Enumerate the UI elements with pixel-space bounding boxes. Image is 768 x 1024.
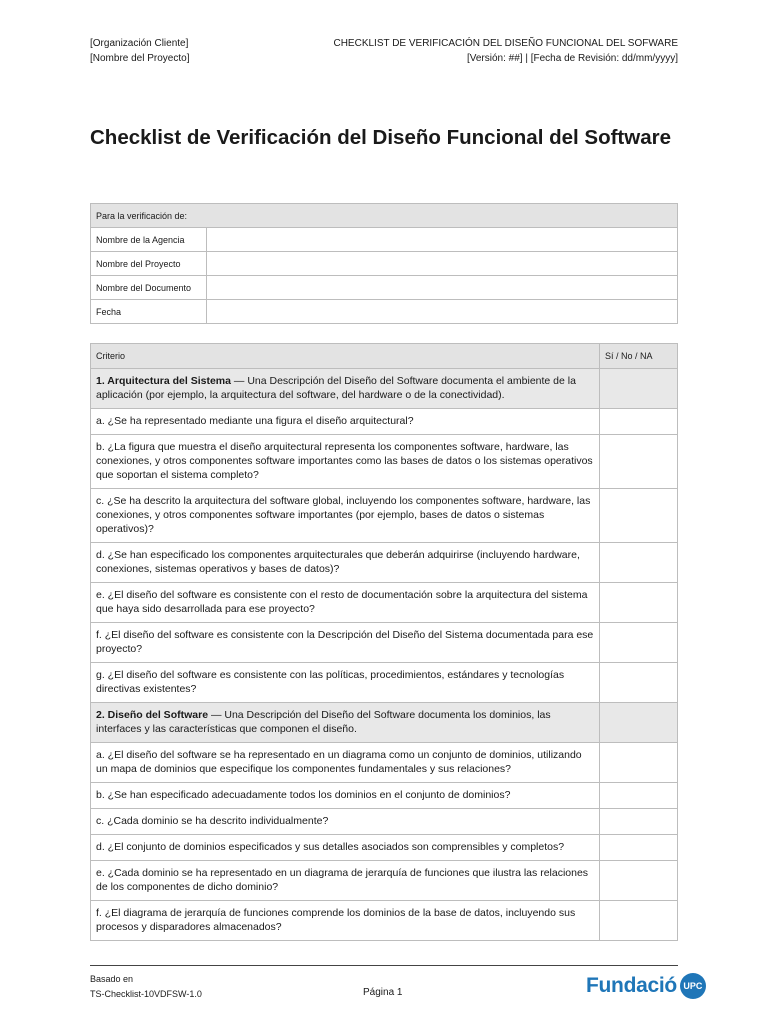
answer-cell[interactable] — [600, 809, 678, 835]
section-answer-cell — [600, 369, 678, 409]
criterion-text: e. ¿Cada dominio se ha representado en un diagrama de jerarquía de funciones que ilustra las relaciones de los componentes de dicho dominio? — [91, 861, 600, 901]
page-number: Página 1 — [363, 987, 403, 998]
answer-cell[interactable] — [600, 435, 678, 489]
criterion-text: b. ¿La figura que muestra el diseño arquitectural representa los componentes software, hardware, las conexiones, y otros componentes software importantes como las bases de datos o los sistemas operativos que soportan el sistema completo? — [91, 435, 600, 489]
section-description: — Una Descripción del Diseño del Software documenta el ambiente de la aplicación (por ejemplo, la arquitectura del software, del hardware o de la conectividad). — [96, 375, 576, 401]
criterion-text: c. ¿Se ha descrito la arquitectura del software global, incluyendo los componentes software, hardware, las conexiones, y otros componentes software importantes (por ejemplo, bases de datos o sistemas operativos)? — [91, 489, 600, 543]
answer-cell[interactable] — [600, 543, 678, 583]
criterion-text: b. ¿Se han especificado adecuadamente todos los dominios en el conjunto de dominios? — [91, 783, 600, 809]
verification-value-field[interactable] — [207, 252, 678, 276]
column-header-criterio: Criterio — [91, 344, 600, 369]
verification-table — [90, 203, 678, 324]
verification-value-field[interactable] — [207, 300, 678, 324]
document-id: TS-Checklist-10VDFSW-1.0 — [90, 989, 202, 999]
verification-label: Nombre de la Agencia — [91, 228, 207, 252]
section-name: 1. Arquitectura del Sistema — [96, 375, 231, 387]
upc-badge-icon: UPC — [680, 973, 706, 999]
criterion-text: e. ¿El diseño del software es consistente con el resto de documentación sobre la arquitectura del sistema que haya sido desarrollada para ese proyecto? — [91, 583, 600, 623]
answer-cell[interactable] — [600, 583, 678, 623]
verification-value-field[interactable] — [207, 228, 678, 252]
answer-cell[interactable] — [600, 623, 678, 663]
fundacio-upc-logo — [586, 973, 706, 999]
column-header-answer: Sí / No / NA — [600, 344, 678, 369]
section-description: — Una Descripción del Diseño del Software documenta los dominios, las interfaces y las características que componen el diseño. — [96, 709, 551, 735]
criterion-text: f. ¿El diagrama de jerarquía de funciones comprende los dominios de la base de datos, incluyendo sus procesos y disparadores almacenados? — [91, 901, 600, 941]
version-info: [Versión: ##] | [Fecha de Revisión: dd/mm/yyyy] — [466, 53, 678, 64]
verification-label: Fecha — [91, 300, 207, 324]
section-header — [91, 369, 600, 409]
answer-cell[interactable] — [600, 783, 678, 809]
answer-cell[interactable] — [600, 861, 678, 901]
criterion-text: a. ¿Se ha representado mediante una figura el diseño arquitectural? — [91, 409, 600, 435]
answer-cell[interactable] — [600, 489, 678, 543]
criterion-text: g. ¿El diseño del software es consistente con las políticas, procedimientos, estándares y tecnologías directivas existentes? — [91, 663, 600, 703]
answer-cell[interactable] — [600, 663, 678, 703]
section-answer-cell — [600, 703, 678, 743]
verification-value-field[interactable] — [207, 276, 678, 300]
criteria-table — [90, 343, 678, 941]
footer-divider — [90, 965, 678, 966]
footer-info — [90, 972, 202, 1002]
page-title: Checklist de Verificación del Diseño Funcional del Software — [90, 126, 671, 149]
criterion-text: d. ¿El conjunto de dominios especificados y sus detalles asociados son comprensibles y completos? — [91, 835, 600, 861]
criterion-text: c. ¿Cada dominio se ha descrito individualmente? — [91, 809, 600, 835]
section-name: 2. Diseño del Software — [96, 709, 209, 721]
verification-heading: Para la verificación de: — [91, 204, 678, 228]
criterion-text: d. ¿Se han especificado los componentes arquitecturales que deberán adquirirse (incluyendo hardware, conexiones, sistemas operativos y bases de datos)? — [91, 543, 600, 583]
answer-cell[interactable] — [600, 743, 678, 783]
verification-label: Nombre del Documento — [91, 276, 207, 300]
answer-cell[interactable] — [600, 835, 678, 861]
criterion-text: a. ¿El diseño del software se ha representado en un diagrama como un conjunto de dominios, utilizando un mapa de dominios que especifique los componentes fundamentales y sus relaciones? — [91, 743, 600, 783]
logo-wordmark: Fundació — [586, 974, 677, 997]
verification-label: Nombre del Proyecto — [91, 252, 207, 276]
based-on-label: Basado en — [90, 974, 134, 984]
project-name: [Nombre del Proyecto] — [90, 53, 190, 64]
section-header — [91, 703, 600, 743]
org-name: [Organización Cliente] — [90, 38, 189, 49]
answer-cell[interactable] — [600, 901, 678, 941]
criterion-text: f. ¿El diseño del software es consistente con la Descripción del Diseño del Sistema documentada para ese proyecto? — [91, 623, 600, 663]
doc-title-header: CHECKLIST DE VERIFICACIÓN DEL DISEÑO FUNCIONAL DEL SOFWARE — [333, 38, 678, 49]
answer-cell[interactable] — [600, 409, 678, 435]
